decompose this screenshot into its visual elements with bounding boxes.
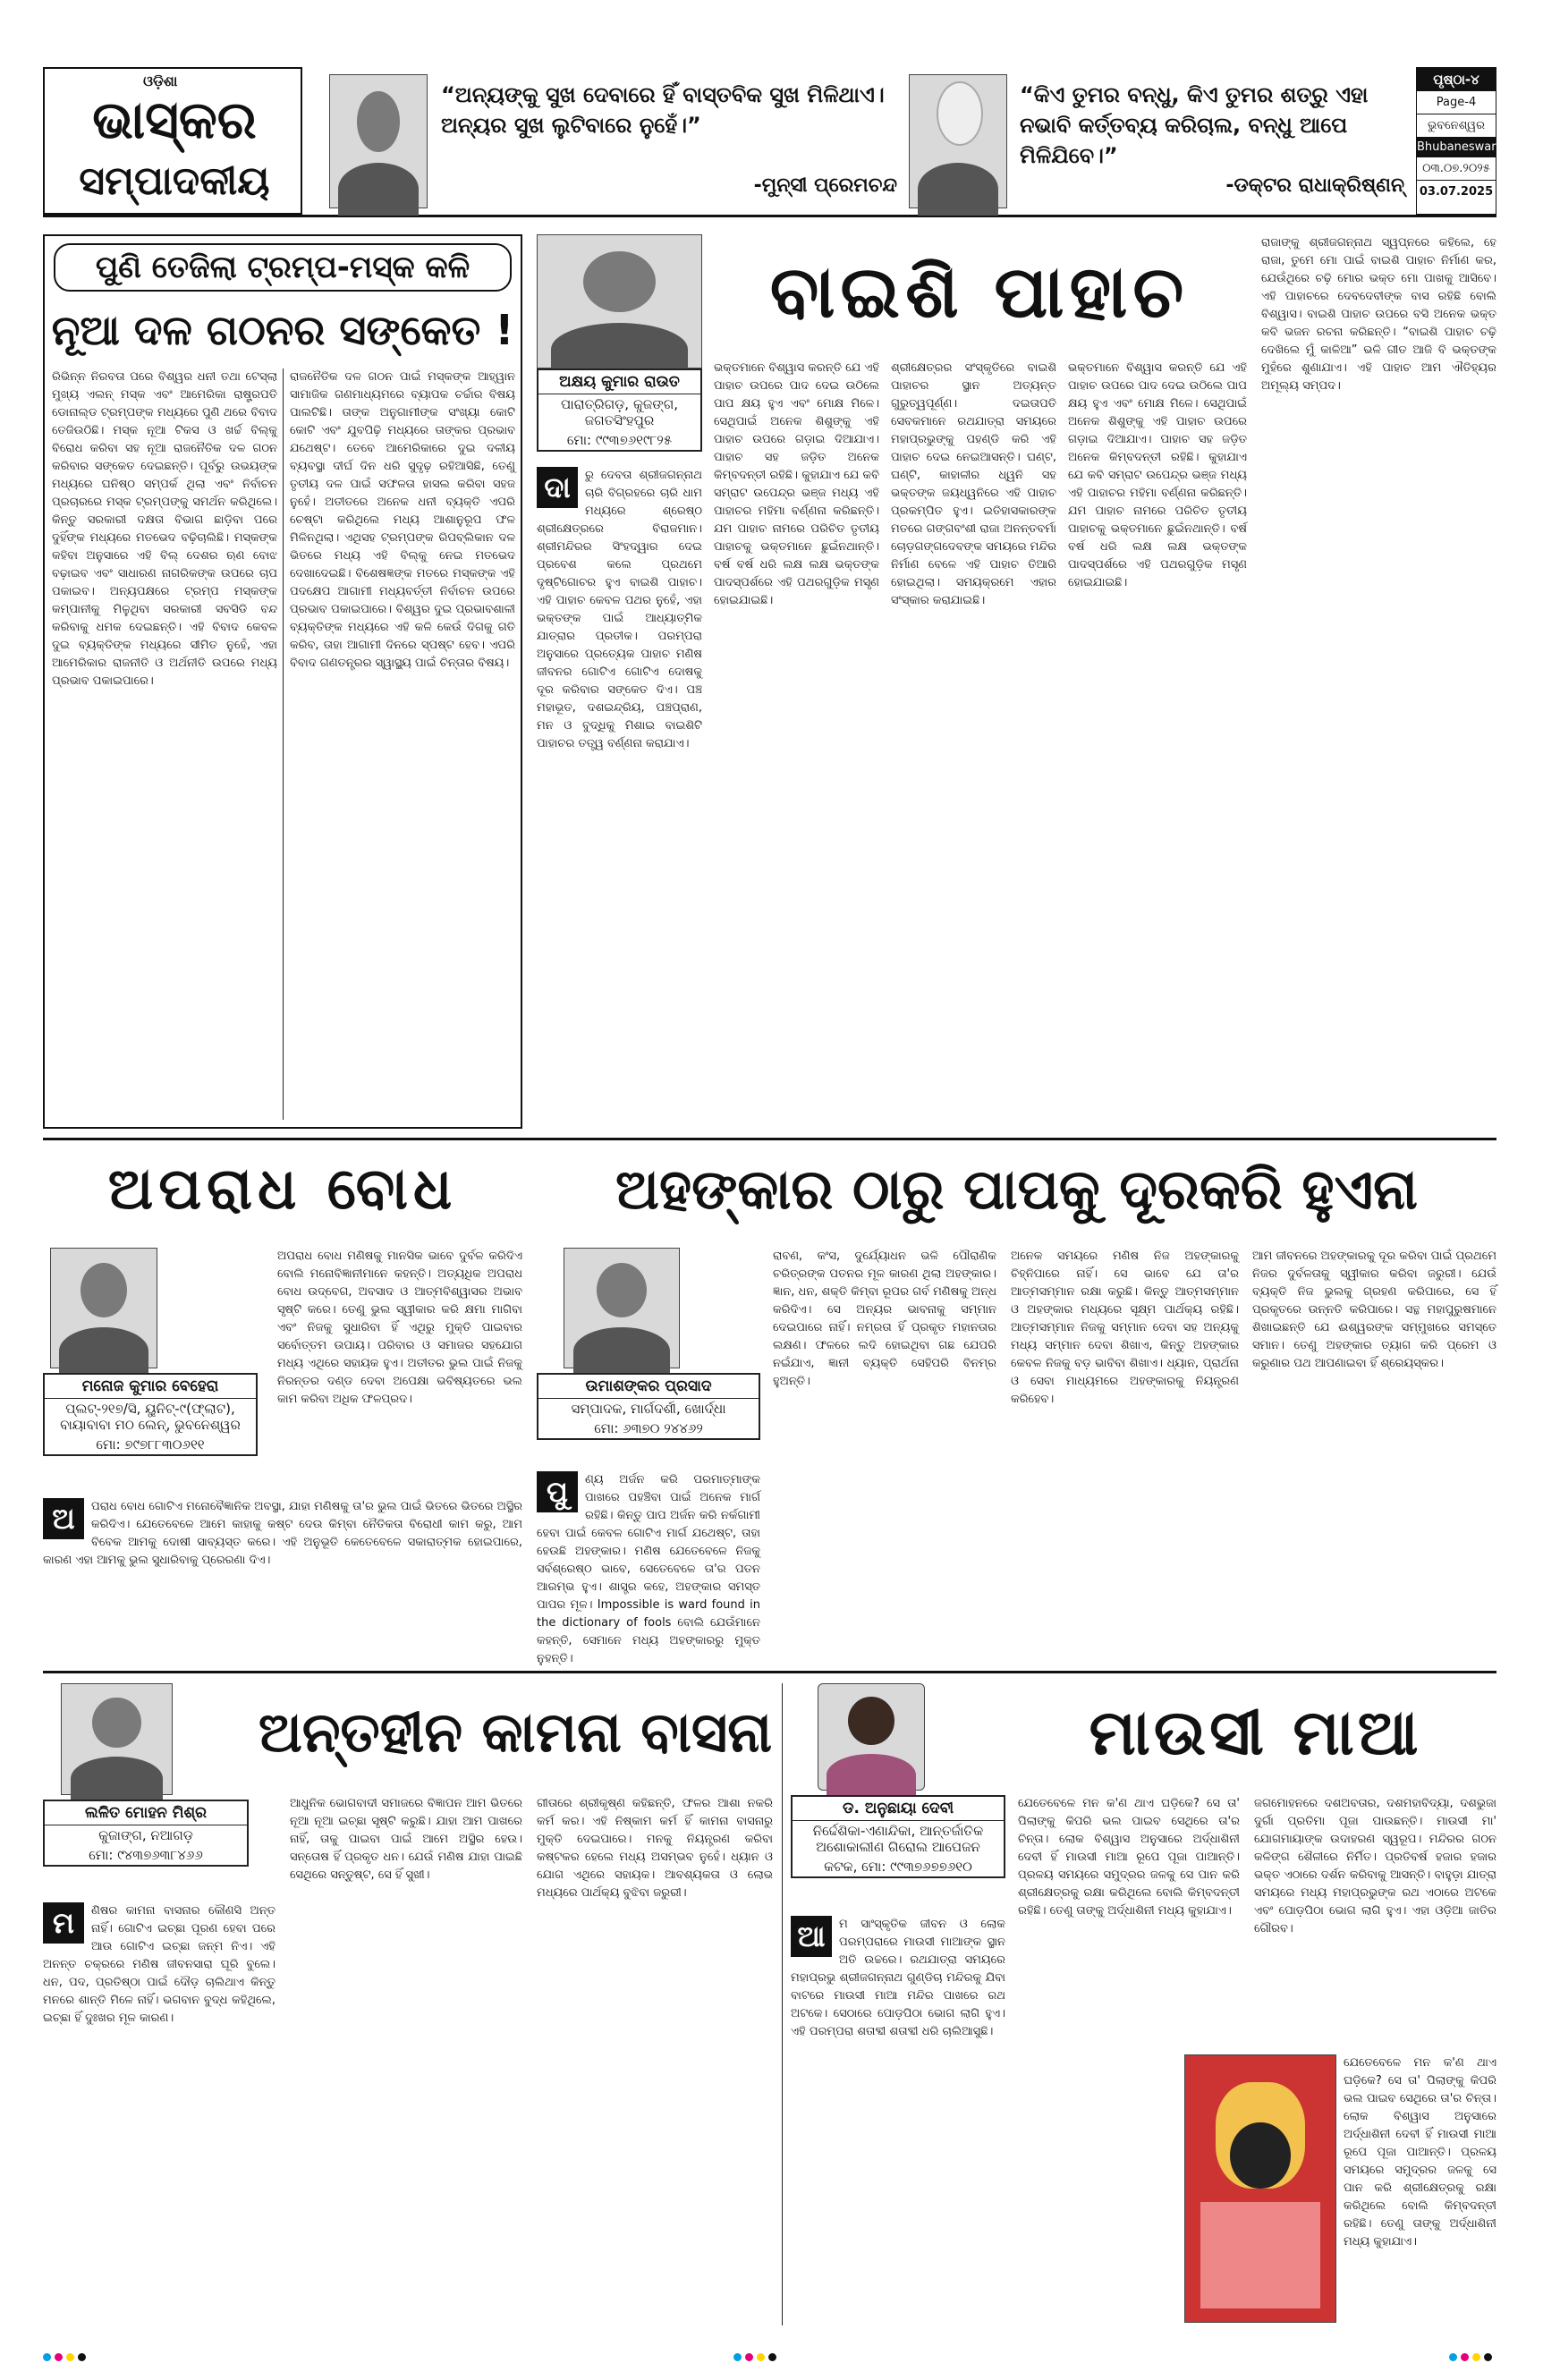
- premchand-portrait: [329, 74, 428, 208]
- column-divider: [283, 368, 284, 1120]
- color-dot: [66, 2353, 74, 2361]
- quote-premchand-source: -ମୁନ୍ସୀ ପ୍ରେମଚନ୍ଦ: [753, 174, 897, 197]
- color-dot: [768, 2353, 776, 2361]
- color-dot: [43, 2353, 51, 2361]
- article-mausi-maa: [791, 1683, 1496, 2325]
- author-phone: ମୋ: ୯୪୩୭୬୩୮୪୬୬: [89, 1847, 203, 1863]
- author-name: ଅକ୍ଷୟ କୁମାର ରାଉତ: [538, 370, 700, 394]
- brand-section: ସମ୍ପାଦକୀୟ: [79, 158, 270, 204]
- article-headline: ଅହଙ୍କାର ଠାରୁ ପାପକୁ ଦୂରକରି ହୁଏନା: [615, 1156, 1418, 1222]
- date-en: 03.07.2025: [1419, 185, 1494, 199]
- deity-photo: [1184, 2054, 1336, 2323]
- color-dot: [733, 2353, 742, 2361]
- color-dot: [1449, 2353, 1457, 2361]
- author-address: ସମ୍ପାଦକ, ମାର୍ଗଦର୍ଶୀ, ଖୋର୍ଦ୍ଧା: [571, 1401, 726, 1417]
- col-text: ମ ସାଂସ୍କୃତିକ ଜୀବନ ଓ ଲୋକ ପରମ୍ପରାରେ ମାଉସୀ ମାଆଙ୍କ ସ୍ଥାନ ଅତି ଉଚ୍ଚରେ। ରଥଯାତ୍ରା ସମୟରେ ମହାପ୍ରଭୁ ଶ୍ରୀଜଗନ୍ନାଥ ଗୁଣ୍ଡିଚା ମନ୍ଦିରକୁ ଯିବା ବାଟରେ ମାଉସୀ ମାଆ ମନ୍ଦିର ପାଖରେ ରଥ ଅଟକେ। ସେଠାରେ ପୋଡ଼ପିଠା ଭୋଗ ଲାଗି ହୁଏ। ଏହି ପରମ୍ପରା ଶତାବ୍ଦୀ ଶତାବ୍ଦୀ ଧରି ଚାଲିଆସୁଛି।: [791, 1918, 1005, 2038]
- editorial-box: [43, 234, 522, 1129]
- page-number-en: Page-4: [1417, 91, 1496, 114]
- column-divider: [782, 1683, 783, 2325]
- article-col-1: [43, 1902, 276, 2323]
- article-col-4: ଆମ ଜୀବନରେ ଅହଙ୍କାରକୁ ଦୂର କରିବା ପାଇଁ ପ୍ରଥମେ ନିଜର ଦୁର୍ବଳତାକୁ ସ୍ୱୀକାର କରିବା ଜରୁରୀ। ଯେଉଁ ବ୍ୟକ୍ତି ନିଜ ଭୁଲକୁ ଗ୍ରହଣ କରିପାରେ, ସେ ହିଁ ପ୍ରକୃତରେ ଉନ୍ନତି କରିପାରେ। ସନ୍ଥ ମହାପୁରୁଷମାନେ ଶିଖାଇଛନ୍ତି ଯେ ଈଶ୍ୱରଙ୍କ ସମ୍ମୁଖରେ ସମସ୍ତେ ସମାନ। ତେଣୁ ଅହଙ୍କାର ତ୍ୟାଗ କରି ପ୍ରେମ ଓ କରୁଣାର ପଥ ଆପଣାଇବା ହିଁ ଶ୍ରେୟସ୍କର।: [1252, 1249, 1496, 1370]
- article-col-2: ଆଧୁନିକ ଭୋଗବାଦୀ ସମାଜରେ ବିଜ୍ଞାପନ ଆମ ଭିତରେ ନୂଆ ନୂଆ ଇଚ୍ଛା ସୃଷ୍ଟି କରୁଛି। ଯାହା ଆମ ପାଖରେ ନାହିଁ, ତାକୁ ପାଇବା ପାଇଁ ଆମେ ଅସ୍ଥିର ହେଉ। ସନ୍ତୋଷ ହିଁ ପ୍ରକୃତ ଧନ। ଯେଉଁ ମଣିଷ ଯାହା ପାଇଛି ସେଥିରେ ସନ୍ତୁଷ୍ଟ, ସେ ହିଁ ସୁଖୀ।: [290, 1797, 522, 1882]
- color-dot: [757, 2353, 765, 2361]
- author-phone: ମୋ: ୯୯୩୭୬୧୯୮୨୫: [566, 432, 673, 448]
- quote-premchand: “ଅନ୍ୟଙ୍କୁ ସୁଖ ଦେବାରେ ହିଁ ବାସ୍ତବିକ ସୁଖ ମିଳିଥାଏ। ଅନ୍ୟର ସୁଖ ଲୁଟିବାରେ ନୁହେଁ।”: [441, 82, 885, 138]
- article-col-3: ଜଗମୋହନରେ ଦଶଅବତାର, ଦଶମହାବିଦ୍ୟା, ଦଶଭୁଜା ଦୁର୍ଗା ପ୍ରତିମା ପୂଜା ପାଉଛନ୍ତି। ମାଉସୀ ମା' ଯୋଗମାୟାଙ୍କ ଉଦାହରଣ ସ୍ୱରୂପ। ମନ୍ଦିରର ଗଠନ କଳିଙ୍ଗ ଶୈଳୀରେ ନିର୍ମିତ। ପ୍ରତିବର୍ଷ ହଜାର ହଜାର ଭକ୍ତ ଏଠାରେ ଦର୍ଶନ କରିବାକୁ ଆସନ୍ତି। ବାହୁଡ଼ା ଯାତ୍ରା ସମୟରେ ମଧ୍ୟ ମହାପ୍ରଭୁଙ୍କ ରଥ ଏଠାରେ ଅଟକେ ଏବଂ ପୋଡ଼ପିଠା ଭୋଗ ଲାଗି ହୁଏ। ଏହା ଓଡ଼ିଆ ଜାତିର ଗୌରବ।: [1254, 1797, 1496, 1935]
- author-byline: [43, 1373, 258, 1456]
- radhakrishnan-portrait: [909, 74, 1007, 208]
- article-col-4: ଯେତେବେଳେ ମନ କ'ଣ ଥାଏ ଘଡ଼ିକେ? ସେ ତା' ପିଲାଙ୍କୁ କିପରି ଭଲ ପାଇବ ସେଥିରେ ତା'ର ଚିନ୍ତା। ଲୋକ ବିଶ୍ୱାସ ଅନୁସାରେ ଅର୍ଦ୍ଧାଶିନୀ ଦେବୀ ହିଁ ମାଉସୀ ମାଆ ରୂପେ ପୂଜା ପାଆନ୍ତି। ପ୍ରଳୟ ସମୟରେ ସମୁଦ୍ରର ଜଳକୁ ସେ ପାନ କରି ଶ୍ରୀକ୍ଷେତ୍ରକୁ ରକ୍ଷା କରିଥିଲେ ବୋଲି କିମ୍ବଦନ୍ତୀ ରହିଛି। ତେଣୁ ତାଙ୍କୁ ଅର୍ଦ୍ଧାଶିନୀ ମଧ୍ୟ କୁହାଯାଏ।: [1344, 2056, 1496, 2249]
- author-photo: [564, 1248, 680, 1368]
- quote-radhakrishnan: “କିଏ ତୁମର ବନ୍ଧୁ, କିଏ ତୁମର ଶତ୍ରୁ ଏହା ନଭାବି କର୍ତ୍ତବ୍ୟ କରିଚାଲ, ବନ୍ଧୁ ଆପେ ମିଳିଯିବେ।”: [1020, 82, 1369, 168]
- author-name: ଉମାଶଙ୍କର ପ୍ରସାଦ: [538, 1375, 759, 1399]
- author-phone: ମୋ: ୭୯୭୮୮୩୦୬୧୧: [96, 1436, 205, 1453]
- author-address: ପାରାତ୍ରିଗଡ଼, କୁଜଙ୍ଗ, ଜଗତସିଂହପୁର: [561, 396, 678, 428]
- brand-name: ଭାସ୍କର: [92, 89, 257, 150]
- article-col-1: [791, 1916, 1005, 2323]
- brand-logo: [43, 67, 302, 215]
- article-col-4: ଭକ୍ତମାନେ ବିଶ୍ୱାସ କରନ୍ତି ଯେ ଏହି ପାହାଚ ଉପରେ ପାଦ ଦେଇ ଉଠିଲେ ପାପ କ୍ଷୟ ହୁଏ ଏବଂ ମୋକ୍ଷ ମିଳେ। ସେଥିପାଇଁ ଅନେକ ଶିଶୁଙ୍କୁ ଏହି ପାହାଚ ଉପରେ ଗଡ଼ାଇ ଦିଆଯାଏ। ପାହାଚ ସହ ଜଡ଼ିତ ଅନେକ କିମ୍ବଦନ୍ତୀ ରହିଛି। କୁହାଯାଏ ଯେ କବି ସମ୍ରାଟ ଉପେନ୍ଦ୍ର ଭଞ୍ଜ ମଧ୍ୟ ଏହି ପାହାଚର ମହିମା ବର୍ଣ୍ଣନା କରିଛନ୍ତି। ଯମ ପାହାଚ ନାମରେ ପରିଚିତ ତୃତୀୟ ପାହାଚକୁ ଭକ୍ତମାନେ ଛୁଇଁନଥାନ୍ତି। ବର୍ଷ ବର୍ଷ ଧରି ଲକ୍ଷ ଲକ୍ଷ ଭକ୍ତଙ୍କ ପାଦସ୍ପର୍ଶରେ ଏହି ପଥରଗୁଡ଼ିକ ମସୃଣ ହୋଇଯାଇଛି।: [1068, 361, 1247, 589]
- author-name: ଡ. ଅନୁଛାୟା ଦେବୀ: [793, 1797, 1004, 1821]
- article-headline: ଅନ୍ତହୀନ କାମନା ବାସନା: [258, 1699, 773, 1765]
- author-address: ନିର୍ଦ୍ଦେଶିକା-ଏଣାନ୍ଦିକା, ଆନ୍ତର୍ଜାତିକ ଅଶୋକାଲୀଣ ଗିରୋଲ ଆପେଜନ: [812, 1823, 984, 1855]
- masthead: [43, 67, 1496, 217]
- col-text: ରୁ ଦେବତା ଶ୍ରୀଜଗନ୍ନାଥ ଚାରି ବିଗ୍ରହରେ ଚାରି ଧାମ ମଧ୍ୟରେ ଶ୍ରେଷ୍ଠ ଶ୍ରୀକ୍ଷେତ୍ରରେ ବିରାଜମାନ। ଶ୍ରୀମନ୍ଦିରର ସିଂହଦ୍ୱାର ଦେଇ ପ୍ରବେଶ କଲେ ପ୍ରଥମେ ଦୃଷ୍ଟିଗୋଚର ହୁଏ ବାଇଶି ପାହାଚ। ଏହି ପାହାଚ କେବଳ ପଥର ନୁହେଁ, ଏହା ଭକ୍ତଙ୍କ ପାଇଁ ଆଧ୍ୟାତ୍ମିକ ଯାତ୍ରାର ପ୍ରତୀକ। ପରମ୍ପରା ଅନୁସାରେ ପ୍ରତ୍ୟେକ ପାହାଚ ମଣିଷ ଜୀବନର ଗୋଟିଏ ଗୋଟିଏ ଦୋଷକୁ ଦୂର କରିବାର ସଙ୍କେତ ଦିଏ। ପଞ୍ଚ ମହାଭୂତ, ଦଶଇନ୍ଦ୍ରିୟ, ପଞ୍ଚପ୍ରାଣ, ମନ ଓ ବୁଦ୍ଧିକୁ ମିଶାଇ ବାଇଶିଟି ପାହାଚର ତତ୍ତ୍ୱ ବର୍ଣ୍ଣନା କରାଯାଏ।: [537, 469, 702, 750]
- author-phone: ମୋ: ୬୩୭୦ ୨୪୪୬୨: [594, 1420, 703, 1436]
- editorial-col-1: ରିଭିନ୍ନ ନିରବତା ପରେ ବିଶ୍ୱର ଧନୀ ତଥା ଟେସ୍ଲା ମୁଖ୍ୟ ଏଲନ୍ ମସ୍କ ଏବଂ ଆମେରିକା ରାଷ୍ଟ୍ରପତି ଡୋନାଲ୍ଡ ଟ୍ରମ୍ପଙ୍କ ମଧ୍ୟରେ ପୁଣି ଥରେ ବିବାଦ ତେଜିଉଠିଛି। ମସ୍କ ନୂଆ ଟିକସ ଓ ଖର୍ଚ୍ଚ ବିଲ୍‌କୁ ବିରୋଧ କରିବା ସହ ନୂଆ ରାଜନୈତିକ ଦଳ ଗଠନ କରିବାର ସଙ୍କେତ ଦେଇଛନ୍ତି। ପୂର୍ବରୁ ଉଭୟଙ୍କ ମଧ୍ୟରେ ଘନିଷ୍ଠ ସମ୍ପର୍କ ଥିଲା ଏବଂ ନିର୍ବାଚନ ପ୍ରଚାରରେ ମସ୍କ ଟ୍ରମ୍ପଙ୍କୁ ସମର୍ଥନ କରିଥିଲେ। କିନ୍ତୁ ସରକାରୀ ଦକ୍ଷତା ବିଭାଗ ଛାଡ଼ିବା ପରେ ଦୁହିଁଙ୍କ ମଧ୍ୟରେ ମତଭେଦ ବଢ଼ିଚାଲିଛି। ମସ୍କଙ୍କ କହିବା ଅନୁସାରେ ଏହି ବିଲ୍ ଦେଶର ଋଣ ବୋଝ ବଢ଼ାଇବ ଏବଂ ସାଧାରଣ ନାଗରିକଙ୍କ ଉପରେ ଚାପ ପକାଇବ। ଅନ୍ୟପକ୍ଷରେ ଟ୍ରମ୍ପ ମସ୍କଙ୍କ କମ୍ପାନୀକୁ ମିଳୁଥିବା ସରକାରୀ ସବସିଡି ବନ୍ଦ କରିବାକୁ ଧମକ ଦେଇଛନ୍ତି। ଏହି ବିବାଦ କେବଳ ଦୁଇ ବ୍ୟକ୍ତିଙ୍କ ମଧ୍ୟରେ ସୀମିତ ନୁହେଁ, ଏହା ଆମେରିକାର ରାଜନୀତି ଓ ଅର୍ଥନୀତି ଉପରେ ମଧ୍ୟ ପ୍ରଭାବ ପକାଇପାରେ।: [52, 370, 277, 688]
- editorial-col-2: ରାଜନୈତିକ ଦଳ ଗଠନ ପାଇଁ ମସ୍କଙ୍କ ଆହ୍ୱାନ ସାମାଜିକ ଗଣମାଧ୍ୟମରେ ବ୍ୟାପକ ଚର୍ଚ୍ଚାର ବିଷୟ ପାଲଟିଛି। ତାଙ୍କ ଅନୁଗାମୀଙ୍କ ସଂଖ୍ୟା କୋଟି କୋଟି ଏବଂ ଯୁବପିଢ଼ି ମଧ୍ୟରେ ତାଙ୍କର ପ୍ରଭାବ ଯଥେଷ୍ଟ। ତେବେ ଆମେରିକାରେ ଦୁଇ ଦଳୀୟ ବ୍ୟବସ୍ଥା ଦୀର୍ଘ ଦିନ ଧରି ସୁଦୃଢ଼ ରହିଆସିଛି, ତେଣୁ ତୃତୀୟ ଦଳ ପାଇଁ ସଫଳତା ହାସଲ କରିବା ସହଜ ନୁହେଁ। ଅତୀତରେ ଅନେକ ଧନୀ ବ୍ୟକ୍ତି ଏପରି ଚେଷ୍ଟା କରିଥିଲେ ମଧ୍ୟ ଆଶାନୁରୂପ ଫଳ ମିଳିନଥିଲା। ଏଥିସହ ଟ୍ରମ୍ପଙ୍କ ରିପବ୍ଲିକାନ ଦଳ ଭିତରେ ମଧ୍ୟ ଏହି ବିଲ୍‌କୁ ନେଇ ମତଭେଦ ଦେଖାଦେଇଛି। ବିଶେଷଜ୍ଞଙ୍କ ମତରେ ମସ୍କଙ୍କ ଏହି ପଦକ୍ଷେପ ଆଗାମୀ ମଧ୍ୟବର୍ତ୍ତୀ ନିର୍ବାଚନ ଉପରେ ପ୍ରଭାବ ପକାଇପାରେ। ବିଶ୍ୱର ଦୁଇ ପ୍ରଭାବଶାଳୀ ବ୍ୟକ୍ତିଙ୍କ ମଧ୍ୟରେ ଏହି କଳି କେଉଁ ଦିଗକୁ ଗତି କରିବ, ତାହା ଆଗାମୀ ଦିନରେ ସ୍ପଷ୍ଟ ହେବ। ଏପରି ବିବାଦ ଗଣତନ୍ତ୍ରର ସ୍ୱାସ୍ଥ୍ୟ ପାଇଁ ଚିନ୍ତାର ବିଷୟ।: [290, 370, 515, 670]
- article-col-2: ଅପରାଧ ବୋଧ ମଣିଷକୁ ମାନସିକ ଭାବେ ଦୁର୍ବଳ କରିଦିଏ ବୋଲି ମନୋବିଜ୍ଞାନୀମାନେ କହନ୍ତି। ଅତ୍ୟଧିକ ଅପରାଧ ବୋଧ ଉଦ୍‌ବେଗ, ଅବସାଦ ଓ ଆତ୍ମବିଶ୍ୱାସର ଅଭାବ ସୃଷ୍ଟି କରେ। ତେଣୁ ଭୁଲ ସ୍ୱୀକାର କରି କ୍ଷମା ମାଗିବା ଏବଂ ନିଜକୁ ସୁଧାରିବା ହିଁ ଏଥିରୁ ମୁକ୍ତି ପାଇବାର ସର୍ବୋତ୍ତମ ଉପାୟ। ପରିବାର ଓ ସମାଜର ସହଯୋଗ ମଧ୍ୟ ଏଥିରେ ସହାୟକ ହୁଏ। ଅତୀତର ଭୁଲ ପାଇଁ ନିଜକୁ ନିରନ୍ତର ଦଣ୍ଡ ଦେବା ଅପେକ୍ଷା ଭବିଷ୍ୟତରେ ଭଲ କାମ କରିବା ଅଧିକ ଫଳପ୍ରଦ।: [277, 1249, 522, 1406]
- author-photo: [61, 1683, 173, 1795]
- article-baishi-pahacha: [537, 234, 1496, 1129]
- article-col-1: [43, 1498, 522, 1655]
- article-col-3: ଶ୍ରୀକ୍ଷେତ୍ରର ସଂସ୍କୃତିରେ ବାଇଶି ପାହାଚର ସ୍ଥାନ ଅତ୍ୟନ୍ତ ଗୁରୁତ୍ୱପୂର୍ଣ୍ଣ। ଦଇତାପତି ସେବକମାନେ ରଥଯାତ୍ରା ସମୟରେ ମହାପ୍ରଭୁଙ୍କୁ ପହଣ୍ଡି କରି ଏହି ପାହାଚ ଦେଇ ନେଇଆସନ୍ତି। ଘଣ୍ଟ, ଘଣ୍ଟି, କାହାଳୀର ଧ୍ୱନି ସହ ଭକ୍ତଙ୍କ ଜୟଧ୍ୱନିରେ ଏହି ପାହାଚ ପ୍ରକମ୍ପିତ ହୁଏ। ଇତିହାସକାରଙ୍କ ମତରେ ଗଙ୍ଗବଂଶୀ ରାଜା ଅନନ୍ତବର୍ମା ଚୋଡ଼ଗଙ୍ଗଦେବଙ୍କ ସମୟରେ ମନ୍ଦିର ନିର୍ମାଣ ବେଳେ ଏହି ପାହାଚ ତିଆରି ହୋଇଥିଲା। ସମୟକ୍ରମେ ଏହାର ସଂସ୍କାର କରାଯାଇଛି।: [891, 361, 1056, 607]
- section-divider: [43, 1671, 1496, 1673]
- editorial-kicker: ପୁଣି ତେଜିଲା ଟ୍ରମ୍ପ-ମସ୍କ କଳି: [54, 243, 512, 292]
- article-col-1: [537, 1471, 760, 1665]
- editorial-headline: ନୂଆ ଦଳ ଗଠନର ସଙ୍କେତ !: [51, 306, 514, 354]
- drop-cap: ଦା: [537, 467, 578, 508]
- city-en: Bhubaneswar: [1417, 137, 1496, 157]
- article-col-3: ଅନେକ ସମୟରେ ମଣିଷ ନିଜ ଅହଙ୍କାରକୁ ଚିହ୍ନିପାରେ ନାହିଁ। ସେ ଭାବେ ଯେ ତା'ର ଆତ୍ମସମ୍ମାନ ରକ୍ଷା କରୁଛି। କିନ୍ତୁ ଆତ୍ମସମ୍ମାନ ଓ ଅହଙ୍କାର ମଧ୍ୟରେ ସୂକ୍ଷ୍ମ ପାର୍ଥକ୍ୟ ରହିଛି। ଆତ୍ମସମ୍ମାନ ନିଜକୁ ସମ୍ମାନ ଦେବା ସହ ଅନ୍ୟକୁ ମଧ୍ୟ ସମ୍ମାନ ଦେବା ଶିଖାଏ, କିନ୍ତୁ ଅହଙ୍କାର କେବଳ ନିଜକୁ ବଡ଼ ଭାବିବା ଶିଖାଏ। ଧ୍ୟାନ, ପ୍ରାର୍ଥନା ଓ ସେବା ମାଧ୍ୟମରେ ଅହଙ୍କାରକୁ ନିୟନ୍ତ୍ରଣ କରିହେବ।: [1011, 1249, 1239, 1406]
- article-antahina-kamana: [43, 1683, 773, 2325]
- article-aparadha-bodha: [43, 1149, 522, 1659]
- author-byline: [791, 1795, 1005, 1878]
- author-name: ମନୋଜ କୁମାର ବେହେରା: [45, 1375, 256, 1399]
- drop-cap: ମ: [43, 1902, 84, 1944]
- registration-marks-center: [733, 2348, 780, 2365]
- col-text: ପରାଧ ବୋଧ ଗୋଟିଏ ମନୋବୈଜ୍ଞାନିକ ଅବସ୍ଥା, ଯାହା ମଣିଷକୁ ତା'ର ଭୁଲ ପାଇଁ ଭିତରେ ଭିତରେ ଅସ୍ଥିର କରିଦିଏ। ଯେତେବେଳେ ଆମେ କାହାକୁ କଷ୍ଟ ଦେଉ କିମ୍ବା ନୈତିକତା ବିରୋଧୀ କାମ କରୁ, ଆମ ବିବେକ ଆମକୁ ଦୋଷୀ ସାବ୍ୟସ୍ତ କରେ। ଏହି ଅନୁଭୂତି କେତେବେଳେ ସକାରାତ୍ମକ ହୋଇପାରେ, କାରଣ ଏହା ଆମକୁ ଭୁଲ ସୁଧାରିବାକୁ ପ୍ରେରଣା ଦିଏ।: [43, 1500, 522, 1567]
- author-byline: [43, 1800, 249, 1867]
- registration-marks-left: [43, 2348, 89, 2365]
- author-address-2: କଟକ, ମୋ: ୯୯୩୭୬୭୭୬୧୦: [824, 1859, 972, 1875]
- quote-radhakrishnan-source: -ଡକ୍ଟର ରାଧାକ୍ରିଷ୍ଣନ୍: [1225, 174, 1404, 197]
- color-dot: [745, 2353, 753, 2361]
- col-text: ଣିଷର କାମନା ବାସନାର କୌଣସି ଅନ୍ତ ନାହିଁ। ଗୋଟିଏ ଇଚ୍ଛା ପୂରଣ ହେବା ପରେ ଆଉ ଗୋଟିଏ ଇଚ୍ଛା ଜନ୍ମ ନିଏ। ଏହି ଅନନ୍ତ ଚକ୍ରରେ ମଣିଷ ଜୀବନସାରା ଘୂରି ବୁଲେ। ଧନ, ପଦ, ପ୍ରତିଷ୍ଠା ପାଇଁ ଦୌଡ଼ ଚାଲିଥାଏ କିନ୍ତୁ ମନରେ ଶାନ୍ତି ମିଳେ ନାହିଁ। ଭଗବାନ ବୁଦ୍ଧ କହିଥିଲେ, ଇଚ୍ଛା ହିଁ ଦୁଃଖର ମୂଳ କାରଣ।: [43, 1904, 276, 2025]
- color-dot: [1461, 2353, 1469, 2361]
- article-headline: ବାଇଶି ପାହାଚ: [769, 250, 1190, 334]
- color-dot: [1472, 2353, 1480, 2361]
- author-photo: [818, 1683, 925, 1791]
- article-col-5: ରାଜାଙ୍କୁ ଶ୍ରୀଜଗନ୍ନାଥ ସ୍ୱପ୍ନରେ କହିଲେ, ହେ ରାଜା, ତୁମେ ମୋ ପାଇଁ ବାଇଶି ପାହାଚ ନିର୍ମାଣ କର, ଯେଉଁଥିରେ ଚଢ଼ି ମୋର ଭକ୍ତ ମୋ ପାଖକୁ ଆସିବେ। ଏହି ପାହାଚରେ ଦେବଦେବୀଙ୍କ ବାସ ରହିଛି ବୋଲି ବିଶ୍ୱାସ। ବାଇଶି ପାହାଚ ଉପରେ ବସି ଅନେକ ଭକ୍ତ କବି ଭଜନ ରଚନା କରିଛନ୍ତି। “ବାଇଶି ପାହାଚ ଚଢ଼ି ଦେଖିଲେ ମୁଁ କାଳିଆ” ଭଳି ଗୀତ ଆଜି ବି ଭକ୍ତଙ୍କ ମୁହଁରେ ଶୁଣାଯାଏ। ଏହି ପାହାଚ ଆମ ଐତିହ୍ୟର ଅମୂଲ୍ୟ ସମ୍ପଦ।: [1261, 236, 1496, 393]
- article-ahankara: [537, 1149, 1496, 1665]
- article-headline: ଅପରାଧ ବୋଧ: [107, 1156, 458, 1223]
- drop-cap: ଆ: [791, 1916, 832, 1957]
- article-col-2: ଯେତେବେଳେ ମନ କ'ଣ ଥାଏ ଘଡ଼ିକେ? ସେ ତା' ପିଲାଙ୍କୁ କିପରି ଭଲ ପାଇବ ସେଥିରେ ତା'ର ଚିନ୍ତା। ଲୋକ ବିଶ୍ୱାସ ଅନୁସାରେ ଅର୍ଦ୍ଧାଶିନୀ ଦେବୀ ହିଁ ମାଉସୀ ମାଆ ରୂପେ ପୂଜା ପାଆନ୍ତି। ପ୍ରଳୟ ସମୟରେ ସମୁଦ୍ରର ଜଳକୁ ସେ ପାନ କରି ଶ୍ରୀକ୍ଷେତ୍ରକୁ ରକ୍ଷା କରିଥିଲେ ବୋଲି କିମ୍ବଦନ୍ତୀ ରହିଛି। ତେଣୁ ତାଙ୍କୁ ଅର୍ଦ୍ଧାଶିନୀ ମଧ୍ୟ କୁହାଯାଏ।: [1018, 1797, 1240, 1918]
- color-dot: [78, 2353, 86, 2361]
- article-col-2: ରାବଣ, କଂସ, ଦୁର୍ଯ୍ୟୋଧନ ଭଳି ପୌରାଣିକ ଚରିତ୍ରଙ୍କ ପତନର ମୂଳ କାରଣ ଥିଲା ଅହଙ୍କାର। ଜ୍ଞାନ, ଧନ, ଶକ୍ତି କିମ୍ବା ରୂପର ଗର୍ବ ମଣିଷକୁ ଅନ୍ଧ କରିଦିଏ। ସେ ଅନ୍ୟର ଭାବନାକୁ ସମ୍ମାନ ଦେଇପାରେ ନାହିଁ। ନମ୍ରତା ହିଁ ପ୍ରକୃତ ମହାନତାର ଲକ୍ଷଣ। ଫଳରେ ଲଦି ହୋଇଥିବା ଗଛ ଯେପରି ନଇଁଯାଏ, ଜ୍ଞାନୀ ବ୍ୟକ୍ତି ସେହିପରି ବିନମ୍ର ହୁଅନ୍ତି।: [773, 1249, 996, 1388]
- article-headline: ମାଉସୀ ମାଆ: [1089, 1696, 1422, 1769]
- author-photo: [50, 1248, 157, 1368]
- city-or: ଭୁବନେଶ୍ୱର: [1428, 119, 1485, 132]
- article-col-3: ଗୀତାରେ ଶ୍ରୀକୃଷ୍ଣ କହିଛନ୍ତି, ଫଳର ଆଶା ନକରି କର୍ମ କର। ଏହି ନିଷ୍କାମ କର୍ମ ହିଁ କାମନା ବାସନାରୁ ମୁକ୍ତି ଦେଇପାରେ। ମନକୁ ନିୟନ୍ତ୍ରଣ କରିବା କଷ୍ଟକର ହେଲେ ମଧ୍ୟ ଅସମ୍ଭବ ନୁହେଁ। ଧ୍ୟାନ ଓ ଯୋଗ ଏଥିରେ ସହାୟକ। ଆବଶ୍ୟକତା ଓ ଲୋଭ ମଧ୍ୟରେ ପାର୍ଥକ୍ୟ ବୁଝିବା ଜରୁରୀ।: [537, 1797, 773, 1900]
- article-col-1: [537, 467, 702, 1124]
- author-photo: [537, 234, 702, 368]
- author-byline: [537, 368, 702, 452]
- author-address: କୁଜାଙ୍ଗ, ନଆଗଡ଼: [98, 1827, 193, 1843]
- color-dot: [55, 2353, 63, 2361]
- drop-cap: ପୁ: [537, 1471, 578, 1512]
- page-number-or: ପୃଷ୍ଠା-୪: [1417, 68, 1496, 91]
- date-or: ୦୩.୦୭.୨୦୨୫: [1417, 157, 1496, 181]
- author-address: ପ୍ଲଟ୍-୨୧୭/ସି, ୟୁନିଟ୍-୯(ଫ୍ଲାଟ), ବାୟାବାବା ମଠ ଲେନ୍, ଭୁବନେଶ୍ୱର: [60, 1401, 241, 1433]
- col-text: ଣ୍ୟ ଅର୍ଜନ କରି ପରମାତ୍ମାଙ୍କ ପାଖରେ ପହଞ୍ଚିବା ପାଇଁ ଅନେକ ମାର୍ଗ ରହିଛି। କିନ୍ତୁ ପାପ ଅର୍ଜନ କରି ନର୍କଗାମୀ ହେବା ପାଇଁ କେବଳ ଗୋଟିଏ ମାର୍ଗ ଯଥେଷ୍ଟ, ତାହା ହେଉଛି ଅହଙ୍କାର। ମଣିଷ ଯେତେବେଳେ ନିଜକୁ ସର୍ବଶ୍ରେଷ୍ଠ ଭାବେ, ସେତେବେଳେ ତା'ର ପତନ ଆରମ୍ଭ ହୁଏ। ଶାସ୍ତ୍ର କହେ, ଅହଙ୍କାର ସମସ୍ତ ପାପର ମୂଳ। Impossible is ward found in the dictionary of fools ବୋଲି ଯେଉଁମାନେ କହନ୍ତି, ସେମାନେ ମଧ୍ୟ ଅହଙ୍କାରରୁ ମୁକ୍ତ ନୁହନ୍ତି।: [537, 1473, 760, 1665]
- article-col-2: ଭକ୍ତମାନେ ବିଶ୍ୱାସ କରନ୍ତି ଯେ ଏହି ପାହାଚ ଉପରେ ପାଦ ଦେଇ ଉଠିଲେ ପାପ କ୍ଷୟ ହୁଏ ଏବଂ ମୋକ୍ଷ ମିଳେ। ସେଥିପାଇଁ ଅନେକ ଶିଶୁଙ୍କୁ ଏହି ପାହାଚ ଉପରେ ଗଡ଼ାଇ ଦିଆଯାଏ। ପାହାଚ ସହ ଜଡ଼ିତ ଅନେକ କିମ୍ବଦନ୍ତୀ ରହିଛି। କୁହାଯାଏ ଯେ କବି ସମ୍ରାଟ ଉପେନ୍ଦ୍ର ଭଞ୍ଜ ମଧ୍ୟ ଏହି ପାହାଚର ମହିମା ବର୍ଣ୍ଣନା କରିଛନ୍ତି। ଯମ ପାହାଚ ନାମରେ ପରିଚିତ ତୃତୀୟ ପାହାଚକୁ ଭକ୍ତମାନେ ଛୁଇଁନଥାନ୍ତି। ବର୍ଷ ବର୍ଷ ଧରି ଲକ୍ଷ ଲକ୍ଷ ଭକ୍ତଙ୍କ ପାଦସ୍ପର୍ଶରେ ଏହି ପଥରଗୁଡ଼ିକ ମସୃଣ ହୋଇଯାଇଛି।: [714, 361, 880, 607]
- color-dot: [1484, 2353, 1492, 2361]
- drop-cap: ଅ: [43, 1498, 84, 1539]
- section-divider: [43, 1138, 1496, 1140]
- brand-region: ଓଡ଼ିଶା: [143, 72, 178, 89]
- page-info-box: [1416, 67, 1496, 215]
- author-name: ଲଳିତ ମୋହନ ମିଶ୍ର: [45, 1801, 247, 1825]
- author-byline: [537, 1373, 760, 1440]
- registration-marks-right: [1449, 2348, 1496, 2365]
